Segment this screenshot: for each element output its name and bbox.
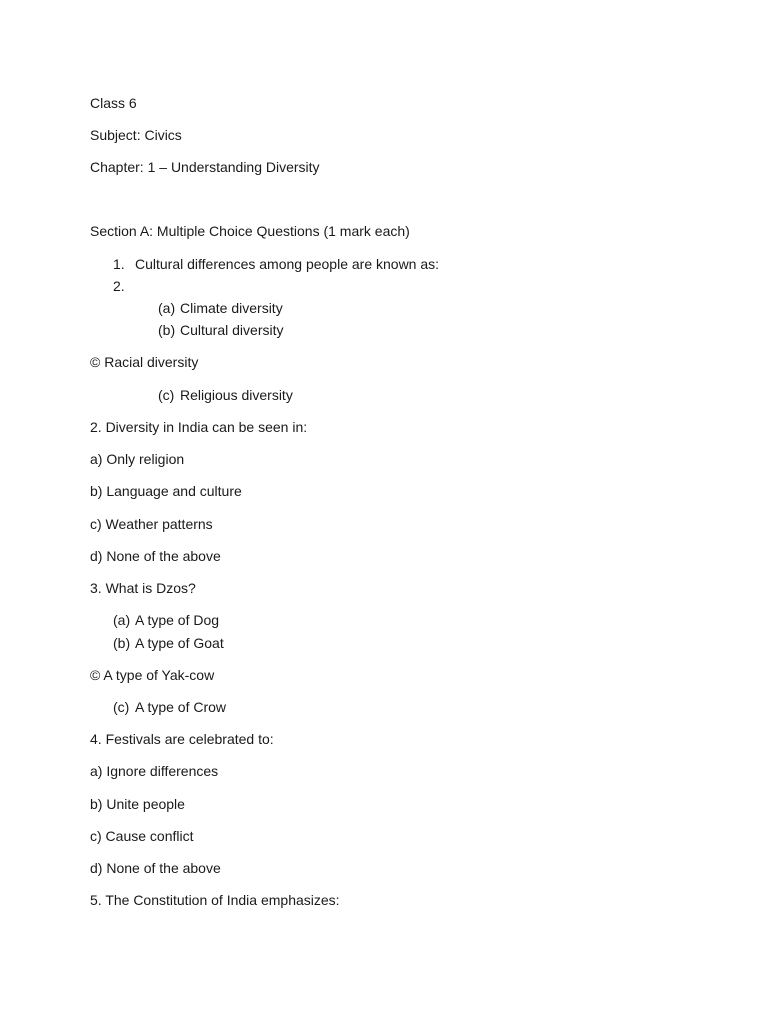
option-item: a) Only religion xyxy=(90,451,185,467)
option-label: (c) xyxy=(113,699,130,715)
subject-label: Subject: Civics xyxy=(90,127,182,143)
option-item: b) Unite people xyxy=(90,796,185,812)
option-item: © A type of Yak-cow xyxy=(90,667,215,683)
question-2-number-empty xyxy=(113,277,125,295)
option-text: A type of Goat xyxy=(135,635,224,651)
section-title: Section A: Multiple Choice Questions (1 mark each) xyxy=(90,223,410,239)
option-text: Religious diversity xyxy=(180,387,293,403)
question-4: 4. Festivals are celebrated to: xyxy=(90,731,274,747)
option-item xyxy=(158,321,283,339)
question-1-text: Cultural differences among people are known as: xyxy=(135,256,440,272)
option-text: A type of Dog xyxy=(135,612,220,628)
option-text: Cultural diversity xyxy=(180,322,284,338)
option-item: d) None of the above xyxy=(90,860,221,876)
option-text: A type of Crow xyxy=(135,699,227,715)
option-label: (b) xyxy=(158,322,176,338)
option-text: Climate diversity xyxy=(180,300,283,316)
option-item xyxy=(113,611,219,629)
option-item: c) Cause conflict xyxy=(90,828,194,844)
option-item: c) Weather patterns xyxy=(90,516,213,532)
option-item xyxy=(158,299,283,317)
option-label: (a) xyxy=(113,612,131,628)
list-number: 2. xyxy=(113,278,125,294)
option-item: © Racial diversity xyxy=(90,354,199,370)
question-5: 5. The Constitution of India emphasizes: xyxy=(90,892,340,908)
option-label: (b) xyxy=(113,635,131,651)
question-2: 2. Diversity in India can be seen in: xyxy=(90,419,308,435)
option-label: (c) xyxy=(158,387,175,403)
question-1 xyxy=(113,255,439,273)
option-item xyxy=(158,386,293,404)
option-item: b) Language and culture xyxy=(90,483,242,499)
option-item: a) Ignore differences xyxy=(90,763,219,779)
option-item xyxy=(113,698,226,716)
question-3: 3. What is Dzos? xyxy=(90,580,196,596)
option-label: (a) xyxy=(158,300,176,316)
option-item: d) None of the above xyxy=(90,548,221,564)
chapter-label: Chapter: 1 – Understanding Diversity xyxy=(90,159,320,175)
option-item xyxy=(113,634,224,652)
question-1-number: 1. xyxy=(113,256,125,272)
class-label: Class 6 xyxy=(90,95,137,111)
